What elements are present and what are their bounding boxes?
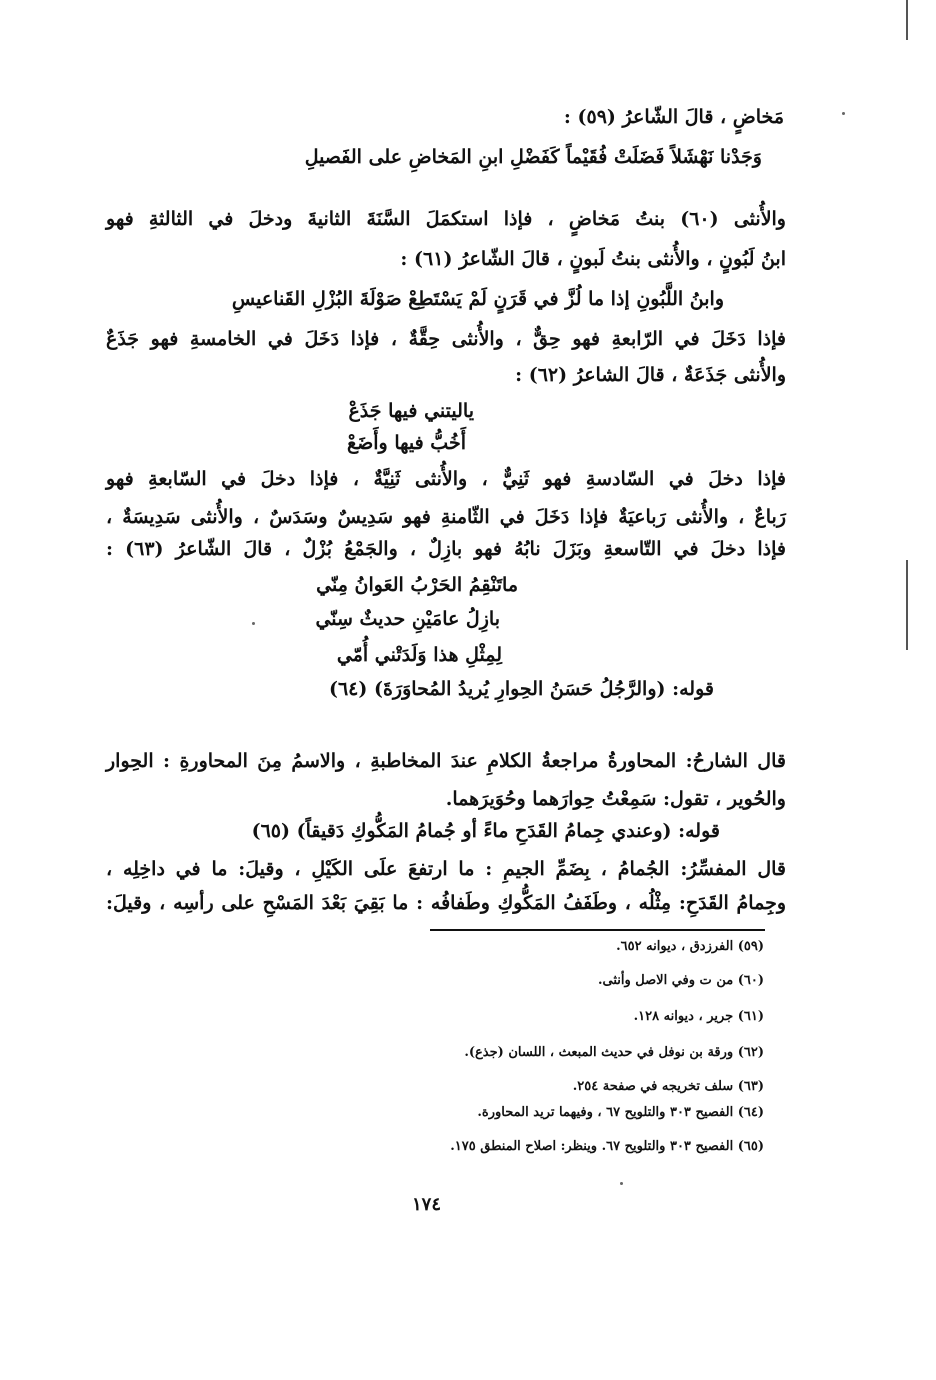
text-line: ابنُ لَبُونٍ ، والأُنثى بنتُ لَبونٍ ، قالَ الشّاعرُ (٦١) : <box>400 248 786 270</box>
verse-line: ماتَنْقِمُ الحَرْبُ العَوانُ مِنّي <box>316 574 518 596</box>
footnote: (٦٥) الفصيح ٣٠٣ والتلويح ٦٧. وينظر: اصلاح المنطق ١٧٥. <box>450 1139 764 1154</box>
footnote: (٦١) جرير ، ديوانه ١٢٨. <box>633 1009 764 1024</box>
footnote: (٦٤) الفصيح ٣٠٣ والتلويح ٦٧ ، وفيهما تريد المحاورة. <box>477 1105 764 1120</box>
text-line: والأُنثى (٦٠) بنتُ مَخاضٍ ، فإذا استكمَلَ السَّنَةَ الثانيةَ ودخلَ في الثالثةِ فهو <box>106 208 786 230</box>
text-line: رَباعٌ ، والأُنثى رَباعيَةٌ فإذا دَخَلَ في الثّامنةِ فهو سَدِيسٌ وسَدَسٌ ، والأُنثى سَدِيسَةٌ ، <box>106 506 786 528</box>
verse-line: ياليتني فيها جَذَعْ <box>348 400 474 422</box>
text-line: قال الشارحُ: المحاورةُ مراجعةُ الكلامِ عندَ المخاطبةِ ، والاسمُ مِنَ المحاورةِ : الحِوار <box>106 750 786 772</box>
text-line: مَخاضٍ ، قالَ الشّاعرُ (٥٩) : <box>563 106 784 128</box>
text-line: قال المفسِّرُ: الجُمامُ ، بِضَمِّ الجيمِ : ما ارتفعَ علَى الكَيْلِ ، وقيلَ: ما في داخِلِه ، <box>106 858 786 880</box>
text-line: فإذا دخلَ في التّاسعةِ وبَزَلَ نابُهُ فهو بازِلٌ ، والجَمْعُ بُزْلٌ ، قالَ الشّاعرُ (٦٣) : <box>106 538 786 560</box>
footnote: (٦٣) سلف تخريجه في صفحة ٢٥٤. <box>572 1079 764 1094</box>
text-line: قوله: (وعندي جِمامُ القَدَحِ ماءً أو جُمامُ المَكُّوكِ دَقيقاً) (٦٥) <box>251 820 720 842</box>
verse-line: وَجَدْنا نَهْشَلاً فَضَلَتْ فُقَيْماً كَفَضْلِ ابنِ المَخاضِ على الفَصيلِ <box>304 146 762 168</box>
footnote: (٦٢) ورقة بن نوفل في حديث المبعث ، اللسان (جذع). <box>464 1045 764 1060</box>
text-line: والحُوير ، تقول: سَمِعْتُ حِوارَهما وحُوَيرَهما. <box>445 788 786 810</box>
verse-line: وابنُ اللَّبُونِ إذا ما لُزَّ في قَرَنٍ لَمْ يَسْتَطِعْ صَوْلَةَ البُزْلِ القَناعيسِ <box>231 288 724 310</box>
scan-edge-mark <box>906 0 908 40</box>
verse-line: لِمِثْلِ هذا وَلَدَتْني أُمّي <box>336 644 502 666</box>
footnote: (٥٩) الفرزدق ، ديوانه ٦٥٢. <box>616 939 764 954</box>
scan-speck <box>842 112 845 115</box>
verse-line: بازِلُ عامَيْنِ حديثٌ سِنّي <box>315 608 500 630</box>
verse-line: أَخُبُّ فيها وأَضَعْ <box>347 432 466 454</box>
scan-edge-mark <box>906 560 908 650</box>
text-line: فإذا دخلَ في السّادسةِ فهو ثَنِيٌّ ، والأُنثى ثَنِيَّةٌ ، فإذا دخلَ في السّابعةِ فهو <box>106 468 786 490</box>
text-line: فإذا دَخَلَ في الرّابعةِ فهو حِقٌّ ، والأُنثى حِقَّةٌ ، فإذا دَخَلَ في الخامسةِ فهو جَذَعٌ <box>106 328 786 350</box>
scan-speck <box>252 622 255 625</box>
text-line: وجِمامُ القَدَحِ: مِثْلُه ، وطَفَفُ المَكُّوكِ وطَفافُه : ما بَقِيَ بَعْدَ المَسْحِ على رأسِه ، وقيلَ: <box>106 892 786 914</box>
page-number: ١٧٤ <box>412 1194 442 1215</box>
footnote: (٦٠) من ت وفي الاصل وأنثى. <box>597 973 764 988</box>
text-line: والأُنثى جَذَعَةٌ ، قالَ الشاعرُ (٦٢) : <box>515 364 786 386</box>
footnote-separator <box>430 929 765 931</box>
scan-speck <box>620 1182 623 1185</box>
text-line: قوله: (والرَّجُلُ حَسَنُ الحِوارِ يُريدُ المُحاوَرَةَ) (٦٤) <box>328 678 714 700</box>
